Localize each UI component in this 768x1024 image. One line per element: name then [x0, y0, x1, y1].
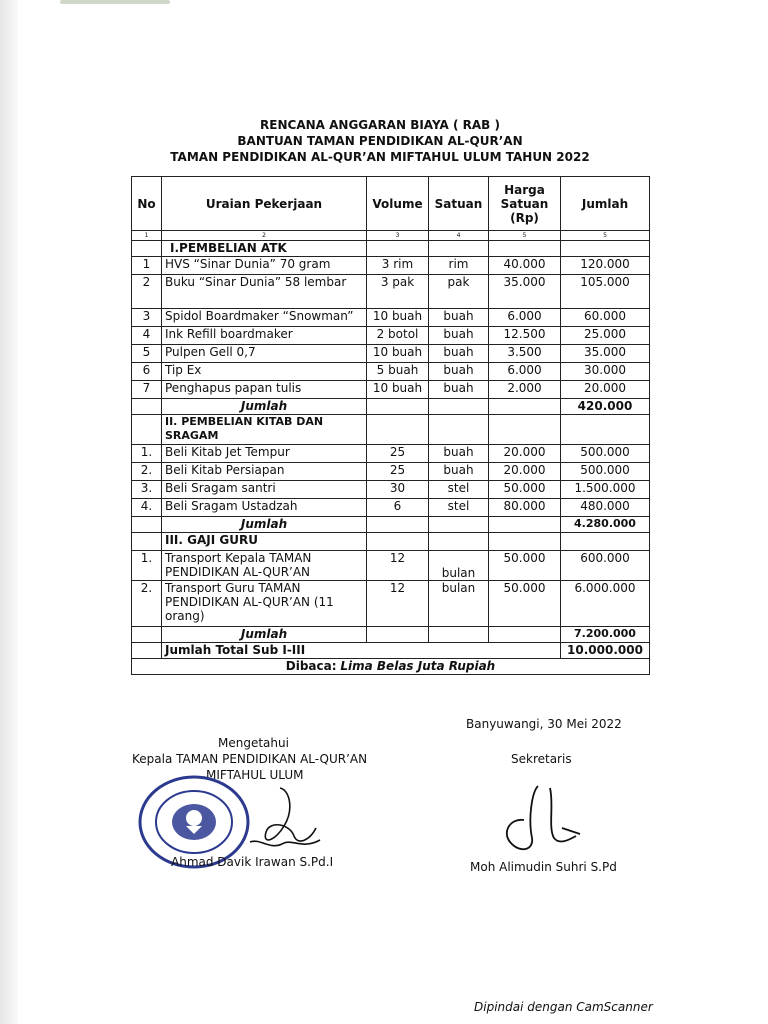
cell-jumlah: 105.000: [561, 275, 650, 309]
subtotal-value: 7.200.000: [561, 627, 650, 643]
cell-jumlah: 35.000: [561, 345, 650, 363]
dibaca-cell: [132, 659, 650, 675]
kepala-title-line1: Kepala TAMAN PENDIDIKAN AL-QUR’AN: [132, 752, 368, 766]
cell-no: 2: [132, 275, 162, 309]
cell-satuan: bulan: [429, 581, 489, 627]
cell-no: 7: [132, 381, 162, 399]
cell-jumlah: 1.500.000: [561, 481, 650, 499]
cell-jumlah: 20.000: [561, 381, 650, 399]
dibaca-label: Dibaca:: [285, 659, 337, 673]
header-satuan: Satuan: [429, 177, 489, 231]
cell-satuan: buah: [429, 463, 489, 481]
cell-no: 1: [132, 257, 162, 275]
cell-uraian: Tip Ex: [162, 363, 367, 381]
cell-no: 4: [132, 327, 162, 345]
cell-jumlah: 500.000: [561, 463, 650, 481]
cell-volume: 10 buah: [367, 381, 429, 399]
cell-satuan: pak: [429, 275, 489, 309]
subtotal-row: [132, 399, 650, 415]
table-row: [132, 257, 650, 275]
cell-volume: 3 pak: [367, 275, 429, 309]
section3-heading: III. GAJI GURU: [162, 533, 367, 551]
index-row: [132, 231, 650, 241]
scan-edge: [0, 0, 18, 1024]
cell-jumlah: 120.000: [561, 257, 650, 275]
cell-uraian: Beli Sragam Ustadzah: [162, 499, 367, 517]
cell-volume: 6: [367, 499, 429, 517]
cell-uraian: Beli Sragam santri: [162, 481, 367, 499]
cell-volume: 10 buah: [367, 309, 429, 327]
cell-no: 3: [132, 309, 162, 327]
cell-satuan: rim: [429, 257, 489, 275]
cell-volume: 10 buah: [367, 345, 429, 363]
cell-uraian: Pulpen Gell 0,7: [162, 345, 367, 363]
subtotal-label: Jumlah: [162, 517, 367, 533]
header-row: [132, 177, 650, 231]
section-heading-row: [132, 415, 650, 445]
section2-heading: II. PEMBELIAN KITAB DAN SRAGAM: [162, 415, 367, 445]
index-cell: 4: [429, 231, 489, 241]
section-heading-row: [132, 533, 650, 551]
cell-satuan: stel: [429, 481, 489, 499]
cell-volume: 3 rim: [367, 257, 429, 275]
cell-volume: 25: [367, 463, 429, 481]
dibaca-value: Lima Belas Juta Rupiah: [340, 659, 496, 673]
subtotal-value: 4.280.000: [561, 517, 650, 533]
subtotal-row: [132, 627, 650, 643]
cell-jumlah: 6.000.000: [561, 581, 650, 627]
table-row: [132, 275, 650, 309]
cell-harga: 50.000: [489, 581, 561, 627]
cell-jumlah: 500.000: [561, 445, 650, 463]
grand-total-label: Jumlah Total Sub I-III: [162, 643, 561, 659]
cell-satuan: buah: [429, 445, 489, 463]
sekretaris-label: Sekretaris: [511, 752, 572, 766]
cell-harga: 6.000: [489, 363, 561, 381]
cell-uraian: Spidol Boardmaker “Snowman”: [162, 309, 367, 327]
table-row: [132, 345, 650, 363]
index-cell: 3: [367, 231, 429, 241]
cell-harga: 20.000: [489, 463, 561, 481]
sekretaris-signature: [480, 778, 590, 863]
kepala-name: Ahmad Davik Irawan S.Pd.I: [171, 855, 334, 869]
table-row: [132, 481, 650, 499]
title-line-1: RENCANA ANGGARAN BIAYA ( RAB ): [260, 118, 500, 132]
cell-no: 6: [132, 363, 162, 381]
table-row: [132, 445, 650, 463]
section-heading-row: [132, 241, 650, 257]
header-jumlah: Jumlah: [561, 177, 650, 231]
index-cell: 5: [561, 231, 650, 241]
cell-harga: 6.000: [489, 309, 561, 327]
kepala-title-line2: MIFTAHUL ULUM: [206, 768, 304, 782]
cell-harga: 35.000: [489, 275, 561, 309]
scanner-watermark: Dipindai dengan CamScanner: [474, 1000, 653, 1014]
cell-no: 2.: [132, 463, 162, 481]
cell-satuan: buah: [429, 363, 489, 381]
mengetahui-label: Mengetahui: [218, 736, 289, 750]
cell-no: 1.: [132, 445, 162, 463]
table-row: [132, 581, 650, 627]
subtotal-row: [132, 517, 650, 533]
cell-volume: 12: [367, 581, 429, 627]
grand-total-row: [132, 643, 650, 659]
cell-uraian: Ink Refill boardmaker: [162, 327, 367, 345]
header-volume: Volume: [367, 177, 429, 231]
cell-no: 1.: [132, 551, 162, 581]
cell-no: 2.: [132, 581, 162, 627]
cell-harga: 50.000: [489, 481, 561, 499]
cell-uraian: HVS “Sinar Dunia” 70 gram: [162, 257, 367, 275]
cell-volume: 2 botol: [367, 327, 429, 345]
title-line-3: TAMAN PENDIDIKAN AL-QUR’AN MIFTAHUL ULUM TAHUN 2022: [170, 150, 590, 164]
cell-no: 5: [132, 345, 162, 363]
cell-harga: 2.000: [489, 381, 561, 399]
cell-volume: 12: [367, 551, 429, 581]
cell-uraian: Penghapus papan tulis: [162, 381, 367, 399]
table-row: [132, 327, 650, 345]
cell-satuan: bulan: [429, 551, 489, 581]
header-no: No: [132, 177, 162, 231]
subtotal-label: Jumlah: [162, 627, 367, 643]
cell-volume: 25: [367, 445, 429, 463]
cell-volume: 30: [367, 481, 429, 499]
cell-satuan: buah: [429, 381, 489, 399]
budget-table: [131, 176, 650, 675]
cell-jumlah: 60.000: [561, 309, 650, 327]
cell-no: 4.: [132, 499, 162, 517]
cell-harga: 80.000: [489, 499, 561, 517]
header-uraian: Uraian Pekerjaan: [162, 177, 367, 231]
table-row: [132, 499, 650, 517]
table-row: [132, 463, 650, 481]
section1-heading: I.PEMBELIAN ATK: [162, 241, 367, 257]
cell-jumlah: 25.000: [561, 327, 650, 345]
cell-harga: 50.000: [489, 551, 561, 581]
table-row: [132, 363, 650, 381]
table-row: [132, 309, 650, 327]
cell-jumlah: 30.000: [561, 363, 650, 381]
cell-volume: 5 buah: [367, 363, 429, 381]
table-row: [132, 551, 650, 581]
scan-mark: [60, 0, 170, 4]
cell-jumlah: 600.000: [561, 551, 650, 581]
sekretaris-name: Moh Alimudin Suhri S.Pd: [470, 860, 617, 874]
subtotal-value: 420.000: [561, 399, 650, 415]
cell-satuan: buah: [429, 345, 489, 363]
table-row: [132, 381, 650, 399]
cell-harga: 12.500: [489, 327, 561, 345]
cell-satuan: stel: [429, 499, 489, 517]
title-line-2: BANTUAN TAMAN PENDIDIKAN AL-QUR’AN: [237, 134, 523, 148]
dibaca-row: [132, 659, 650, 675]
cell-uraian: Beli Kitab Jet Tempur: [162, 445, 367, 463]
place-date: Banyuwangi, 30 Mei 2022: [466, 717, 622, 731]
cell-satuan: buah: [429, 309, 489, 327]
cell-uraian: Transport Guru TAMAN PENDIDIKAN AL-QUR’AN (11 orang): [162, 581, 367, 627]
cell-jumlah: 480.000: [561, 499, 650, 517]
cell-uraian: Beli Kitab Persiapan: [162, 463, 367, 481]
index-cell: 2: [162, 231, 367, 241]
cell-harga: 3.500: [489, 345, 561, 363]
cell-harga: 40.000: [489, 257, 561, 275]
cell-uraian: Transport Kepala TAMAN PENDIDIKAN AL-QUR’AN: [162, 551, 367, 581]
index-cell: 1: [132, 231, 162, 241]
index-cell: 5: [489, 231, 561, 241]
cell-satuan: buah: [429, 327, 489, 345]
cell-uraian: Buku “Sinar Dunia” 58 lembar: [162, 275, 367, 309]
header-harga: Harga Satuan (Rp): [489, 177, 561, 231]
grand-total-value: 10.000.000: [561, 643, 650, 659]
cell-no: 3.: [132, 481, 162, 499]
subtotal-label: Jumlah: [162, 399, 367, 415]
cell-harga: 20.000: [489, 445, 561, 463]
